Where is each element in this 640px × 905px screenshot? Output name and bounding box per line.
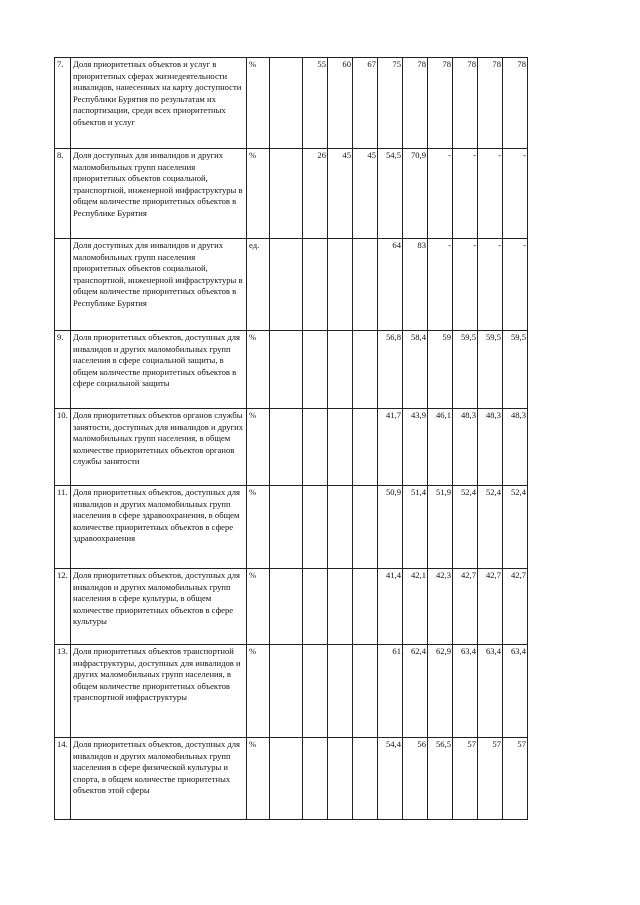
value-cell: 57 [503,738,528,820]
value-cell: 59 [428,331,453,409]
value-cell: - [478,239,503,331]
value-cell: 78 [453,58,478,149]
value-cell: 63,4 [453,645,478,738]
value-cell: 78 [478,58,503,149]
value-cell: 52,4 [478,486,503,569]
value-cell: 59,5 [478,331,503,409]
value-cell: 67 [353,58,378,149]
table-row [55,331,528,409]
table-row [55,738,528,820]
table-row [55,239,528,331]
value-cell [353,645,378,738]
unit: % [247,409,270,486]
value-cell: 41,4 [378,569,403,645]
row-number: 11. [55,486,71,569]
table-body [55,58,528,820]
value-cell [328,569,353,645]
unit: % [247,645,270,738]
value-cell: 26 [303,149,328,239]
table-row [55,409,528,486]
value-cell [303,331,328,409]
value-cell: 57 [478,738,503,820]
value-cell: 42,3 [428,569,453,645]
table-row [55,486,528,569]
value-cell [328,409,353,486]
value-cell [270,569,303,645]
value-cell [303,239,328,331]
value-cell [353,331,378,409]
value-cell: 50,9 [378,486,403,569]
value-cell: 56,8 [378,331,403,409]
value-cell: - [428,239,453,331]
unit: % [247,569,270,645]
row-number: 13. [55,645,71,738]
value-cell: 45 [353,149,378,239]
unit: % [247,58,270,149]
value-cell [328,645,353,738]
value-cell: 78 [428,58,453,149]
value-cell: 75 [378,58,403,149]
value-cell: 52,4 [453,486,478,569]
value-cell: 55 [303,58,328,149]
value-cell [328,486,353,569]
value-cell: 52,4 [503,486,528,569]
value-cell: - [478,149,503,239]
row-number: 12. [55,569,71,645]
value-cell [270,409,303,486]
row-number: 7. [55,58,71,149]
value-cell: 56,5 [428,738,453,820]
value-cell [270,239,303,331]
value-cell: 83 [403,239,428,331]
value-cell: 78 [403,58,428,149]
value-cell: 56 [403,738,428,820]
value-cell [270,486,303,569]
unit: % [247,331,270,409]
value-cell: 46,1 [428,409,453,486]
value-cell [328,738,353,820]
table-row [55,645,528,738]
table-row [55,58,528,149]
value-cell [270,738,303,820]
value-cell [353,239,378,331]
value-cell: 60 [328,58,353,149]
value-cell: - [503,149,528,239]
value-cell: 70,9 [403,149,428,239]
value-cell: 54,5 [378,149,403,239]
value-cell [270,149,303,239]
value-cell: 63,4 [478,645,503,738]
value-cell [353,569,378,645]
row-number [55,239,71,331]
indicator-name: Доля приоритетных объектов, доступных для инвалидов и других маломобильных групп населения в сфере здравоохранения, в общем количестве приоритетных объектов в сфере здравоохранения [71,486,247,569]
row-number: 14. [55,738,71,820]
indicator-name: Доля приоритетных объектов, доступных для инвалидов и других маломобильных групп населения в сфере физической культуры и спорта, в общем количестве приоритетных объектов этой сферы [71,738,247,820]
table-row [55,569,528,645]
value-cell [303,409,328,486]
value-cell: - [503,239,528,331]
value-cell: 54,4 [378,738,403,820]
value-cell [328,331,353,409]
value-cell: 51,4 [403,486,428,569]
row-number: 9. [55,331,71,409]
value-cell [270,331,303,409]
indicator-name: Доля приоритетных объектов органов службы занятости, доступных для инвалидов и других маломобильных групп населения, в общем количестве приоритетных объектов органов службы занятости [71,409,247,486]
value-cell: 42,7 [453,569,478,645]
unit: % [247,149,270,239]
value-cell: 78 [503,58,528,149]
value-cell [303,569,328,645]
value-cell: 62,9 [428,645,453,738]
value-cell: 61 [378,645,403,738]
value-cell: 57 [453,738,478,820]
value-cell: 58,4 [403,331,428,409]
value-cell [328,239,353,331]
row-number: 10. [55,409,71,486]
value-cell: 59,5 [453,331,478,409]
value-cell: 48,3 [453,409,478,486]
value-cell [303,645,328,738]
value-cell: 51,9 [428,486,453,569]
value-cell: 59,5 [503,331,528,409]
value-cell [353,738,378,820]
value-cell: 42,7 [478,569,503,645]
indicator-name: Доля приоритетных объектов транспортной инфраструктуры, доступных для инвалидов и других маломобильных групп населения, в общем количестве приоритетных объектов транспортной инфраструктуры [71,645,247,738]
value-cell: 48,3 [503,409,528,486]
value-cell: 62,4 [403,645,428,738]
value-cell [270,645,303,738]
value-cell: 45 [328,149,353,239]
value-cell: 41,7 [378,409,403,486]
indicators-table [54,57,528,820]
table-row [55,149,528,239]
value-cell: 42,7 [503,569,528,645]
value-cell [353,409,378,486]
indicator-name: Доля приоритетных объектов и услуг в приоритетных сферах жизнедеятельности инвалидов, нанесенных на карту доступности Республики Бурятия по результатам их паспортизации, среди всех приоритетных объектов и услуг [71,58,247,149]
indicator-name: Доля доступных для инвалидов и других маломобильных групп населения приоритетных объектов социальной, транспортной, инженерной инфраструктуры в общем количестве приоритетных объектов в Республике Бурятия [71,149,247,239]
value-cell [303,486,328,569]
value-cell [353,486,378,569]
value-cell [270,58,303,149]
indicator-name: Доля приоритетных объектов, доступных для инвалидов и других маломобильных групп населения в сфере социальной защиты, в общем количестве приоритетных объектов в сфере социальной защиты [71,331,247,409]
value-cell: - [453,149,478,239]
value-cell [303,738,328,820]
value-cell: 43,9 [403,409,428,486]
value-cell: 64 [378,239,403,331]
row-number: 8. [55,149,71,239]
value-cell: 42,1 [403,569,428,645]
value-cell: 48,3 [478,409,503,486]
value-cell: 63,4 [503,645,528,738]
unit: ед. [247,239,270,331]
unit: % [247,486,270,569]
unit: % [247,738,270,820]
value-cell: - [428,149,453,239]
value-cell: - [453,239,478,331]
indicator-name: Доля приоритетных объектов, доступных для инвалидов и других маломобильных групп населения в сфере культуры, в общем количестве приоритетных объектов в сфере культуры [71,569,247,645]
indicator-name: Доля доступных для инвалидов и других маломобильных групп населения приоритетных объектов социальной, транспортной, инженерной инфраструктуры в общем количестве приоритетных объектов в Республике Бурятия [71,239,247,331]
